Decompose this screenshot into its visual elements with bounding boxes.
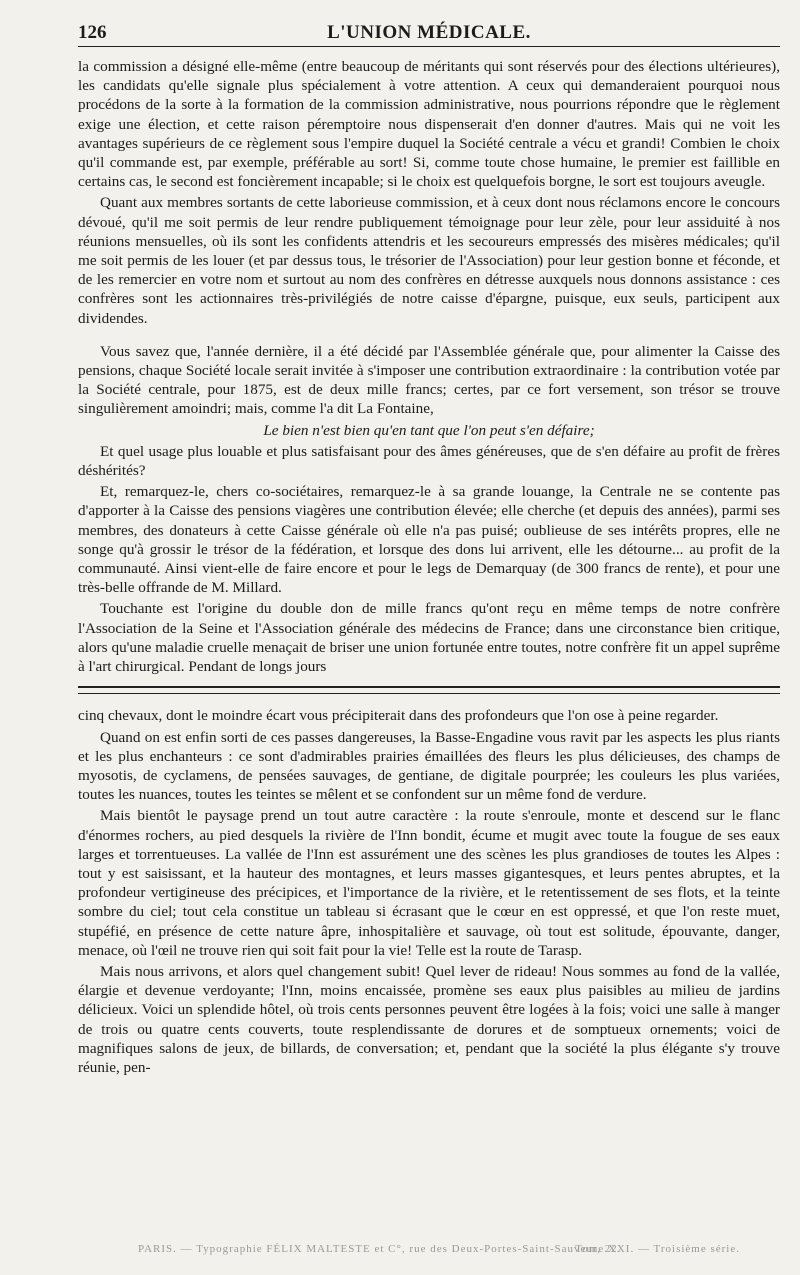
page-footer	[78, 1241, 780, 1261]
newspaper-page	[78, 16, 780, 1261]
main-article	[78, 57, 780, 676]
paragraph: Et quel usage plus louable et plus satisfaisant pour des âmes généreuses, que de s'en défaire au profit de frères déshérités?	[78, 442, 780, 480]
la-fontaine-quote: Le bien n'est bien qu'en tant que l'on peut s'en défaire;	[263, 421, 595, 439]
feuilleton-divider	[78, 686, 780, 694]
paragraph: la commission a désigné elle-même (entre beaucoup de méritants qui sont réservés pour des élections ultérieures), les candidats qu'elle signale plus spécialement à votre attention. A ceux qui demanderaient pourquoi nous procédons de la sorte à la formation de la commission administrative, nous pourrions répondre que le règlement exige une élection, et cette raison péremptoire nous dispenserait d'en donner d'autres. Mais qui ne voit les avantages supérieurs de ce règlement sous l'empire duquel la Société centrale a vécu et grandi! Combien le choix qu'il commande est, par exemple, préférable au sort! Si, comme toute chose humaine, le premier est faillible en certains cas, le second est foncièrement incapable; si le choix est quelquefois borgne, le sort est toujours aveugle.	[78, 58, 780, 191]
feuilleton-paragraph: cinq chevaux, dont le moindre écart vous précipiterait dans des profondeurs que l'on ose à peine regarder.	[78, 707, 719, 725]
printer-imprint: PARIS. — Typographie FÉLIX MALTESTE et C°, rue des Deux-Portes-Saint-Sauveur, 22.	[138, 1243, 622, 1255]
feuilleton-paragraph: Quand on est enfin sorti de ces passes dangereuses, la Basse-Engadine vous ravit par les aspects les plus riants et les plus enchanteurs : ce sont d'admirables prairies émaillées des fleurs les plus délicieuses, des champs de myosotis, de cyclamens, de pensées sauvages, de gentiane, de digitale pourprée; les couleurs les plus variées, toutes les nuances, toutes les teintes se mêlent et se confondent sur un même fond de verdure.	[78, 728, 780, 804]
paragraph: Et, remarquez-le, chers co-sociétaires, remarquez-le à sa grande louange, la Centrale ne se contente pas d'apporter à la Caisse des pensions viagères une contribution élevée; elle cherche (et depuis des années), parmi ses membres, des donateurs à cette Caisse générale où elle n'a pas puisé; oublieuse de ses intérêts propres, elle ne songe qu'à grossir le trésor de la fédération, et lorsque des dons lui arrivent, elle les détourne... au profit de la communauté. Ainsi vient-elle de faire encore et pour le legs de Demarquay (de 300 francs de rente), et pour une très-belle offrande de M. Millard.	[78, 483, 780, 597]
feuilleton-paragraph: Mais bientôt le paysage prend un tout autre caractère : la route s'enroule, monte et descend sur le flanc d'énormes rochers, au pied desquels la rivière de l'Inn bondit, écume et mugit avec toute la fougue de ses eaux larges et torrentueuses. La vallée de l'Inn est assurément une des scènes les plus grandioses de toutes les Alpes : tout y est saisissant, et la hauteur des montagnes, et leurs masses gigantesques, et leurs pentes abruptes, et la profondeur vertigineuse des précipices, et l'importance de la rivière, et le retentissement de ses flots, et la teinte sombre du ciel; tout cela constitue un tableau si écrasant que le cœur en est oppressé, et que l'on reste muet, stupéfié, en présence de cette nature âpre, inhospitalière et sauvage, où tout est solitude, épouvante, danger, menace, où l'œil ne trouve rien qui soit fait pour la vie! Telle est la route de Tarasp.	[78, 807, 780, 959]
page-number: 126	[78, 22, 107, 43]
paragraph: Touchante est l'origine du double don de mille francs qu'ont reçu en même temps de notre confrère l'Association de la Seine et l'Association générale des médecins de France; dans une circonstance bien critique, alors qu'une maladie cruelle menaçait de briser une union fortunée entre toutes, notre confrère fit un appel suprême à l'art chirurgical. Pendant de longs jours	[78, 600, 780, 676]
feuilleton-section	[78, 706, 780, 1077]
paragraph: Vous savez que, l'année dernière, il a été décidé par l'Assemblée générale que, pour alimenter la Caisse des pensions, chaque Société locale serait invitée à s'imposer une contribution extraordinaire : la contribution votée par la Société centrale, pour 1875, est de deux mille francs; certes, par ce fort versement, son trésor se trouve singulièrement amoindri; mais, comme l'a dit La Fontaine,	[78, 342, 780, 418]
feuilleton-paragraph: Mais nous arrivons, et alors quel changement subit! Quel lever de rideau! Nous sommes au fond de la vallée, élargie et devenue verdoyante; l'Inn, moins encaissée, promène ses eaux plus paisibles au milieu de jardins délicieux. Voici un splendide hôtel, où trois cents personnes peuvent être logées à la fois; voici une salle à manger de trois ou quatre cents couverts, toute resplendissante de dorures et de somptueux ornements; voici de magnifiques salons de jeux, de billards, de conversation; et, pendant que la société la plus élégante s'y trouve réunie, pen-	[78, 962, 780, 1076]
volume-label: Tome XXI. — Troisième série.	[575, 1243, 740, 1255]
paragraph: Quant aux membres sortants de cette laborieuse commission, et à ceux dont nous réclamons encore le concours dévoué, qu'il me soit permis de leur rendre publiquement témoignage pour leur zèle, pour leur assiduité à nos réunions mensuelles, où ils sont les confidents attendris et les secoureurs empressés des misères médicales; qu'il me soit permis de les louer (et par dessus tous, le trésorier de l'Association) pour leur gestion bonne et féconde, et de les remercier en votre nom et surtout au nom des confrères en détresse auxquels nous donnons assistance : ces confrères sont les actionnaires très-privilégiés de notre caisse d'épargne, puisque, eux seuls, participent aux dividendes.	[78, 194, 780, 327]
page-header	[78, 16, 780, 47]
running-title: L'UNION MÉDICALE.	[327, 22, 531, 43]
